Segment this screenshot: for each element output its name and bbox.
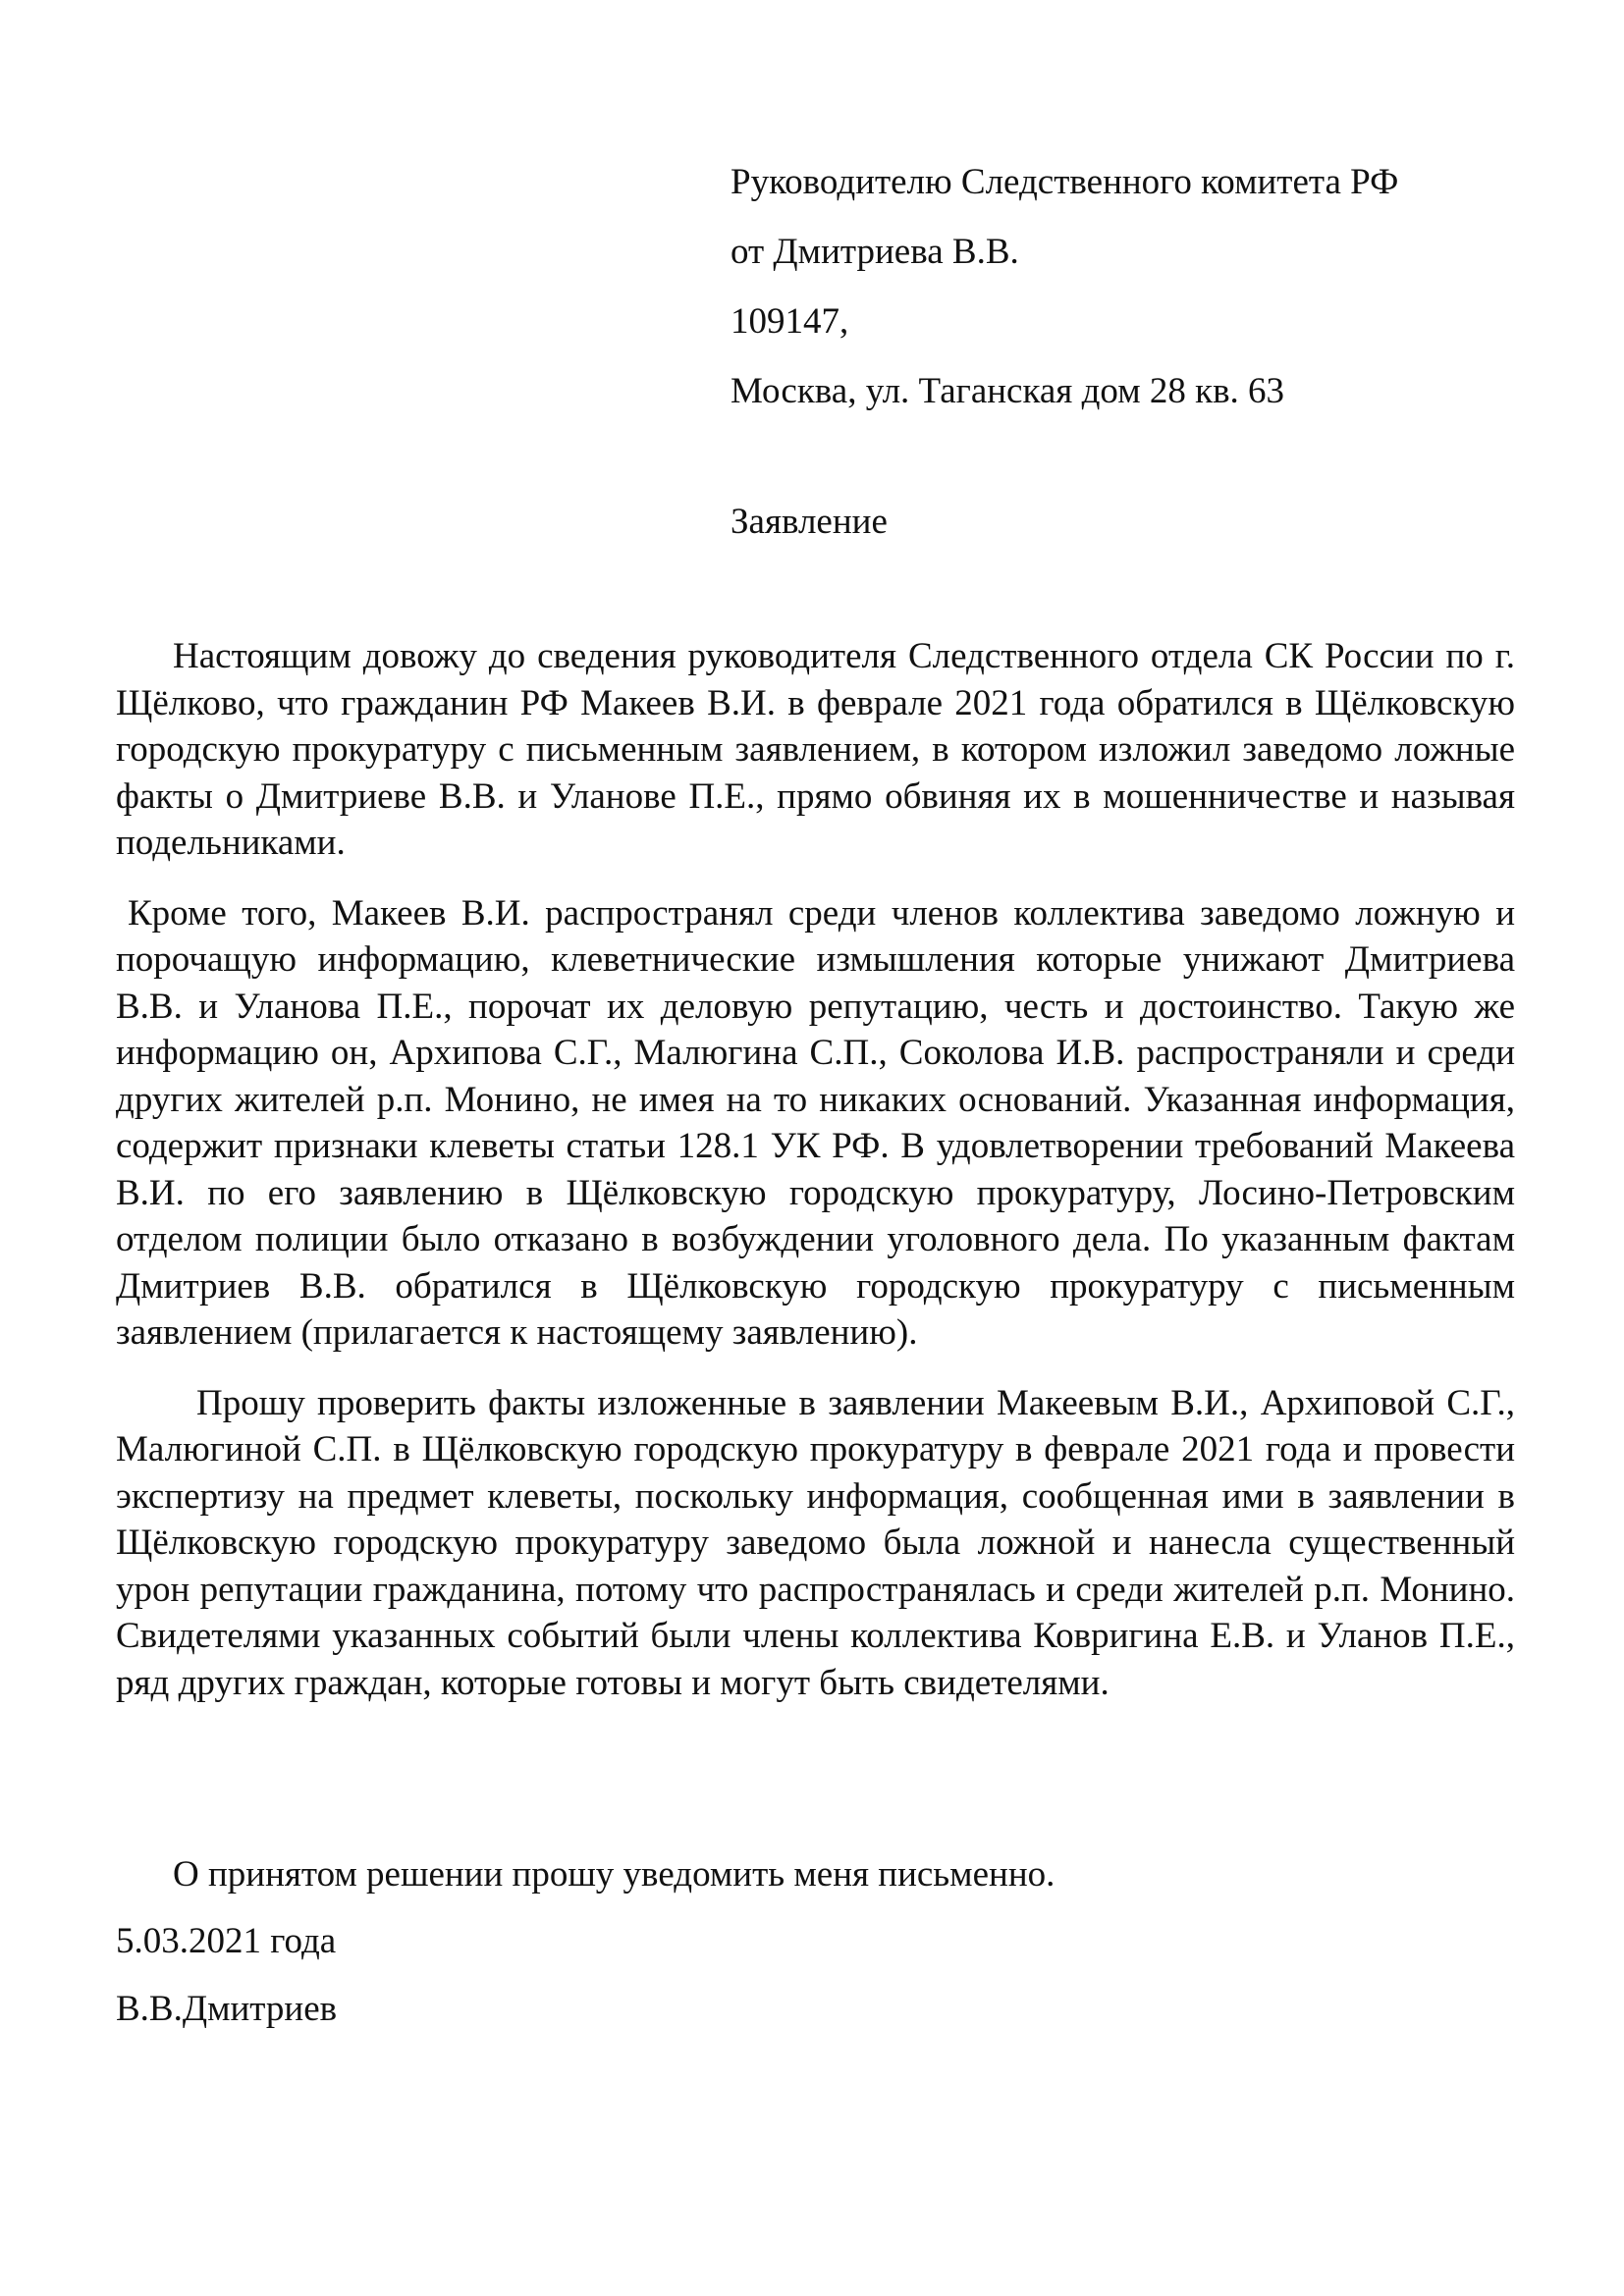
sender-address: Москва, ул. Таганская дом 28 кв. 63 <box>731 371 1285 411</box>
paragraph-3: Прошу проверить факты изложенные в заявлении Макеевым В.И., Архиповой С.Г., Малюгиной С.П. в Щёлковскую городскую прокуратуру в феврале 2021 года и провести экспертизу на предмет клеветы, поскольку информация, сообщенная ими в заявлении в Щёлковскую городскую прокуратуру заведомо была ложной и нанесла существенный урон репутации гражданина, потому что распространялась и среди жителей р.п. Монино. Свидетелями указанных событий были члены коллектива Ковригина Е.В. и Уланов П.Е., ряд других граждан, которые готовы и могут быть свидетелями. <box>116 1382 1515 1703</box>
document-date: 5.03.2021 года <box>116 1921 337 1961</box>
paragraph-1: Настоящим довожу до сведения руководителя Следственного отдела СК России по г. Щёлково, что гражданин РФ Макеев В.И. в феврале 2021 года обратился в Щёлковскую городскую прокуратуру с письменным заявлением, в котором изложил заведомо ложные факты о Дмитриеве В.В. и Уланове П.Е., прямо обвиняя их в мошенничестве и называя подельниками. <box>116 636 1515 863</box>
postcode: 109147, <box>731 301 849 342</box>
letter-header <box>731 147 1536 426</box>
signature: В.В.Дмитриев <box>116 1989 338 2029</box>
document-body <box>116 633 1515 1706</box>
document-title: Заявление <box>731 502 888 542</box>
addressee: Руководителю Следственного комитета РФ <box>731 162 1399 202</box>
notify-request: О принятом решении прошу уведомить меня письменно. <box>173 1854 1056 1895</box>
paragraph-2: Кроме того, Макеев В.И. распространял среди членов коллектива заведомо ложную и порочащую информацию, клеветнические измышления которые унижают Дмитриева В.В. и Уланова П.Е., порочат их деловую репутацию, честь и достоинство. Такую же информацию он, Архипова С.Г., Малюгина С.П., Соколова И.В. распространяли и среди других жителей р.п. Монино, не имея на то никаких оснований. Указанная информация, содержит признаки клеветы статьи 128.1 УК РФ. В удовлетворении требований Макеева В.И. по его заявлению в Щёлковскую городскую прокуратуру, Лосино-Петровским отделом полиции было отказано в возбуждении уголовного дела. По указанным фактам Дмитриев В.В. обратился в Щёлковскую городскую прокуратуру с письменным заявлением (прилагается к настоящему заявлению). <box>116 892 1515 1353</box>
sender: от Дмитриева В.В. <box>731 232 1019 272</box>
